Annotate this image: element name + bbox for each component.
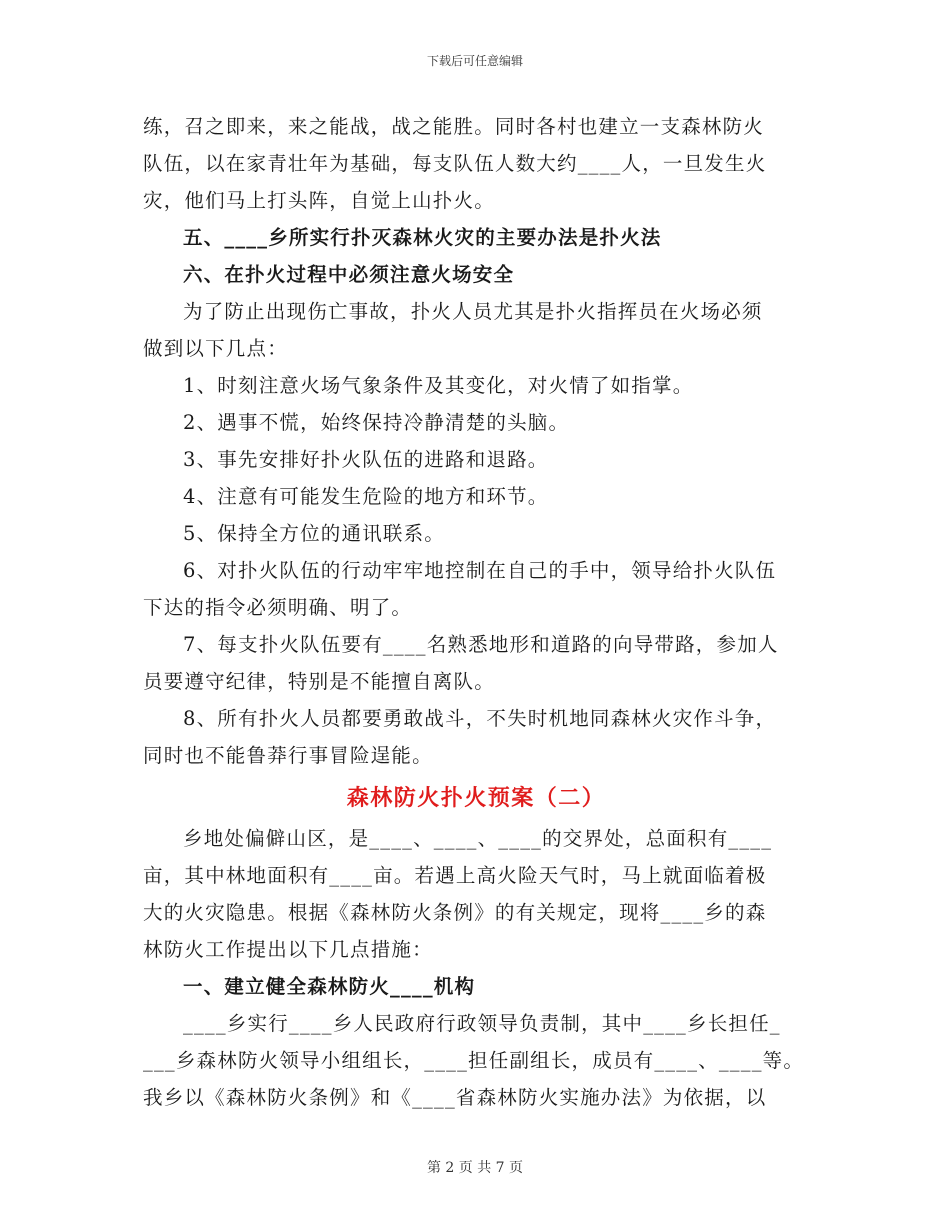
list-item-5: 5、保持全方位的通讯联系。 <box>183 522 446 545</box>
document-body <box>143 108 809 1116</box>
list-item-4: 4、注意有可能发生危险的地方和环节。 <box>183 485 549 508</box>
text-line: ___乡森林防火领导小组组长，____担任副组长，成员有____、____等。 <box>143 1049 805 1072</box>
heading-one: 一、建立健全森林防火____机构 <box>183 975 476 998</box>
section-title: 森林防火扑火预案（二） <box>346 785 606 811</box>
list-item-8: 8、所有扑火人员都要勇敢战斗，不失时机地同森林火灾作斗争， <box>183 707 777 730</box>
page-number: 第 2 页 共 7 页 <box>426 1160 524 1176</box>
text-line: 灾，他们马上打头阵，自觉上山扑火。 <box>143 189 495 212</box>
text-line: 员要遵守纪律，特别是不能擅自离队。 <box>143 670 495 693</box>
text-line: ____乡实行____乡人民政府行政领导负责制，其中____乡长担任_ <box>183 1012 781 1035</box>
list-item-3: 3、事先安排好扑火队伍的进路和退路。 <box>183 448 549 471</box>
text-line: 队伍，以在家青壮年为基础，每支队伍人数大约____人，一旦发生火 <box>143 152 767 175</box>
heading-six: 六、在扑火过程中必须注意火场安全 <box>183 263 515 286</box>
list-item-1: 1、时刻注意火场气象条件及其变化，对火情了如指掌。 <box>183 374 694 397</box>
text-line: 大的火灾隐患。根据《森林防火条例》的有关规定，现将____乡的森 <box>143 901 767 924</box>
text-line: 练，召之即来，来之能战，战之能胜。同时各村也建立一支森林防火 <box>143 115 765 138</box>
heading-five: 五、____乡所实行扑灭森林火灾的主要办法是扑火法 <box>183 226 662 249</box>
text-line: 为了防止出现伤亡事故，扑火人员尤其是扑火指挥员在火场必须 <box>183 300 763 323</box>
page-header: 下载后可任意编辑 <box>426 54 523 68</box>
list-item-6: 6、对扑火队伍的行动牢牢地控制在自己的手中，领导给扑火队伍 <box>183 559 777 582</box>
text-line: 做到以下几点： <box>143 337 288 360</box>
text-line: 同时也不能鲁莽行事冒险逞能。 <box>143 744 433 767</box>
text-line: 我乡以《森林防火条例》和《____省森林防火实施办法》为依据，以 <box>143 1086 767 1109</box>
text-line: 下达的指令必须明确、明了。 <box>143 596 413 619</box>
list-item-7: 7、每支扑火队伍要有____名熟悉地形和道路的向导带路，参加人 <box>183 633 779 656</box>
list-item-2: 2、遇事不慌，始终保持冷静清楚的头脑。 <box>183 411 570 434</box>
text-line: 亩，其中林地面积有____亩。若遇上高火险天气时，马上就面临着极 <box>143 864 767 887</box>
text-line: 乡地处偏僻山区，是____、____、____的交界处，总面积有____ <box>183 827 773 850</box>
text-line: 林防火工作提出以下几点措施： <box>143 938 433 961</box>
